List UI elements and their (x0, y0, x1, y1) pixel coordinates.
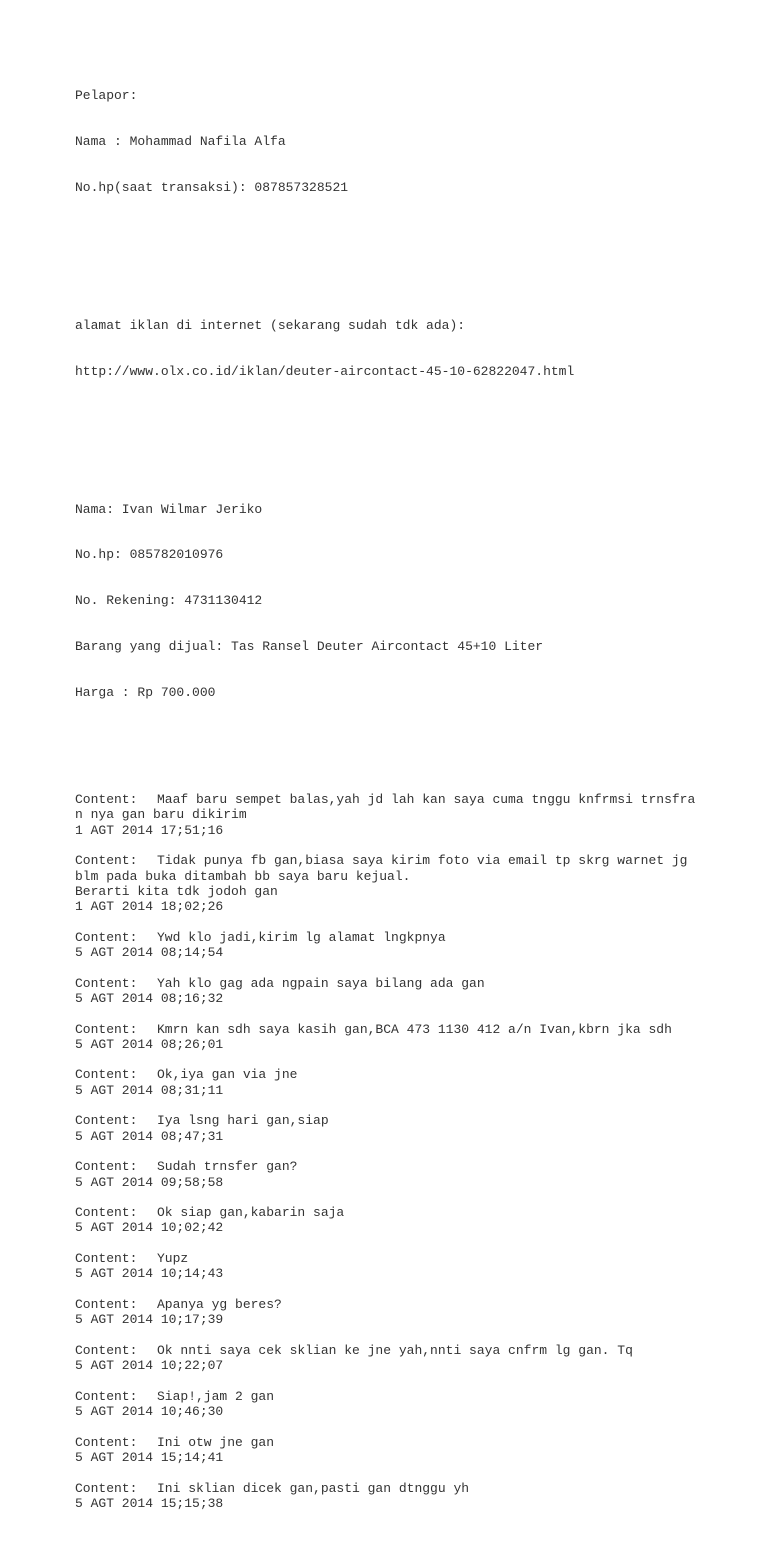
message-list (75, 792, 755, 1511)
message-text: Iya lsng hari gan,siap (157, 1113, 329, 1129)
message-timestamp: 5 AGT 2014 08;16;32 (75, 991, 224, 1006)
reporter-section (75, 58, 755, 226)
content-label: Content: (75, 1480, 138, 1496)
message-text: Ok nnti saya cek sklian ke jne yah,nnti saya cnfrm lg gan. Tq (157, 1342, 633, 1358)
message-item (75, 1481, 755, 1512)
message-first-line (75, 1251, 755, 1266)
seller-section (75, 471, 755, 731)
message-timestamp: 5 AGT 2014 08;14;54 (75, 945, 224, 961)
content-label: Content: (75, 1159, 138, 1175)
message-timestamp: 5 AGT 2014 08;26;01 (75, 1036, 224, 1052)
message-text: Maaf baru sempet balas,yah jd lah kan saya cuma tnggu knfrmsi trnsfra (157, 792, 696, 808)
message-timestamp: 1 AGT 2014 18;02;26 (75, 899, 224, 915)
message-timestamp: 5 AGT 2014 10;14;43 (75, 1266, 224, 1282)
message-item (75, 1343, 755, 1374)
message-text: Siap!,jam 2 gan (157, 1388, 275, 1404)
message-timestamp: 5 AGT 2014 08;31;11 (75, 1082, 224, 1098)
message-text: Yah klo gag ada ngpain saya bilang ada gan (157, 975, 485, 991)
content-label: Content: (75, 1434, 138, 1450)
seller-account: No. Rekening: 4731130412 (75, 593, 263, 609)
message-text: Kmrn kan sdh saya kasih gan,BCA 473 1130 412 a/n Ivan,kbrn jka sdh (157, 1021, 672, 1037)
message-timestamp: 5 AGT 2014 10;46;30 (75, 1404, 224, 1420)
message-timestamp: 5 AGT 2014 15;14;41 (75, 1449, 224, 1465)
message-timestamp: 5 AGT 2014 15;15;38 (75, 1495, 224, 1511)
message-text: Ini otw jne gan (157, 1434, 275, 1450)
message-first-line (75, 792, 755, 807)
message-item (75, 1067, 755, 1098)
message-timestamp: 1 AGT 2014 17;51;16 (75, 822, 224, 838)
message-first-line (75, 976, 755, 991)
message-text: Apanya yg beres? (157, 1296, 282, 1312)
message-first-line (75, 930, 755, 945)
message-text: Ok siap gan,kabarin saja (157, 1205, 345, 1221)
seller-phone: No.hp: 085782010976 (75, 547, 224, 563)
content-label: Content: (75, 853, 138, 869)
ad-section (75, 287, 755, 409)
message-text: Tidak punya fb gan,biasa saya kirim foto via email tp skrg warnet jg (157, 853, 688, 869)
message-item (75, 1022, 755, 1053)
message-first-line (75, 1067, 755, 1082)
message-item (75, 1159, 755, 1190)
content-label: Content: (75, 1251, 138, 1267)
document-page (75, 12, 755, 1557)
content-label: Content: (75, 1388, 138, 1404)
message-item (75, 1205, 755, 1236)
seller-item: Barang yang dijual: Tas Ransel Deuter Aircontact 45+10 Liter (75, 639, 544, 655)
message-item (75, 1251, 755, 1282)
content-label: Content: (75, 792, 138, 808)
message-first-line (75, 1481, 755, 1496)
message-timestamp: 5 AGT 2014 09;58;58 (75, 1174, 224, 1190)
content-label: Content: (75, 1067, 138, 1083)
message-text: Sudah trnsfer gan? (157, 1159, 298, 1175)
message-text-continued: n nya gan baru dikirim (75, 807, 247, 823)
message-first-line (75, 1159, 755, 1174)
reporter-phone: No.hp(saat transaksi): 087857328521 (75, 180, 349, 196)
message-first-line (75, 1389, 755, 1404)
message-item (75, 853, 755, 914)
message-item (75, 1113, 755, 1144)
message-first-line (75, 1297, 755, 1312)
content-label: Content: (75, 1342, 138, 1358)
message-text-continued: Berarti kita tdk jodoh gan (75, 883, 278, 899)
message-first-line (75, 1435, 755, 1450)
message-item (75, 792, 755, 838)
message-text: Yupz (157, 1251, 189, 1267)
message-timestamp: 5 AGT 2014 10;17;39 (75, 1312, 224, 1328)
message-timestamp: 5 AGT 2014 10;22;07 (75, 1358, 224, 1374)
ad-url: http://www.olx.co.id/iklan/deuter-aircontact-45-10-62822047.html (75, 363, 575, 379)
message-first-line (75, 853, 755, 868)
message-item (75, 976, 755, 1007)
message-first-line (75, 1343, 755, 1358)
message-text-continued: blm pada buka ditambah bb saya baru kejual. (75, 868, 411, 884)
content-label: Content: (75, 1205, 138, 1221)
message-item (75, 930, 755, 961)
ad-label: alamat iklan di internet (sekarang sudah tdk ada): (75, 317, 466, 333)
message-timestamp: 5 AGT 2014 08;47;31 (75, 1128, 224, 1144)
content-label: Content: (75, 975, 138, 991)
message-item (75, 1389, 755, 1420)
reporter-name: Nama : Mohammad Nafila Alfa (75, 134, 286, 150)
message-text: Ywd klo jadi,kirim lg alamat lngkpnya (157, 929, 446, 945)
message-item (75, 1435, 755, 1466)
content-label: Content: (75, 1113, 138, 1129)
message-item (75, 1297, 755, 1328)
message-text: Ini sklian dicek gan,pasti gan dtnggu yh (157, 1480, 470, 1496)
message-first-line (75, 1113, 755, 1128)
message-text: Ok,iya gan via jne (157, 1067, 298, 1083)
message-timestamp: 5 AGT 2014 10;02;42 (75, 1220, 224, 1236)
message-first-line (75, 1205, 755, 1220)
content-label: Content: (75, 1021, 138, 1037)
seller-price: Harga : Rp 700.000 (75, 685, 216, 701)
reporter-heading: Pelapor: (75, 88, 138, 104)
seller-name: Nama: Ivan Wilmar Jeriko (75, 501, 263, 517)
content-label: Content: (75, 929, 138, 945)
content-label: Content: (75, 1296, 138, 1312)
